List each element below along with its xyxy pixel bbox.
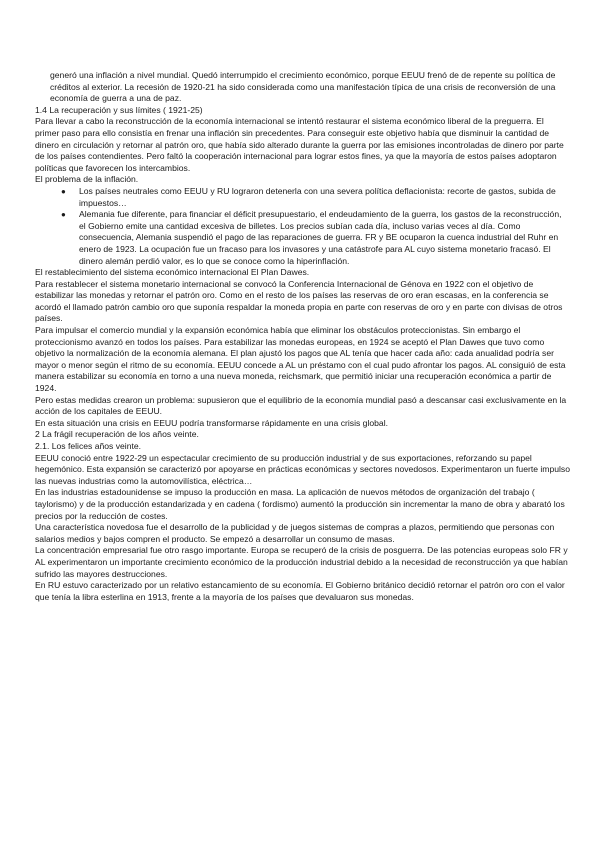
body-paragraph: Para restablecer el sistema monetario internacional se convocó la Conferencia Internacional de Génova en 1922 con el objetivo de estabilizar las monedas y retornar el patrón oro. Como en el resto de los países las reservas de oro eran escasas, en la conferencia se acordó el llamado patrón cambio oro que suponía respaldar la moneda propia en parte con reservas de oro y en parte con divisas de otros países. xyxy=(35,278,563,324)
body-paragraph: Pero estas medidas crearon un problema: supusieron que el equilibrio de la economía mundial pasó a descansar casi exclusivamente en la acción de los capitales de EEUU. xyxy=(35,394,567,417)
body-paragraph: Para impulsar el comercio mundial y la expansión económica había que eliminar los obstáculos proteccionistas. Sin embargo el proteccionismo avanzó en todos los países. Para estabilizar las monedas europeas, en 1924 se aceptó el Plan Dawes que tuvo como objetivo la normalización de la economía alemana. El plan ajustó los pagos que AL tenía que hacer cada año: cada anualidad podría ser mayor o menor según el ritmo de su economía. EEUU concede a AL un préstamo con el cual pudo afrontar los pagos. AL consiguió de esta manera estabilizar su economía en torno a una nueva moneda, reichsmark, que permitió iniciar una recuperación económica a partir de 1924. xyxy=(35,325,566,394)
body-paragraph: Una característica novedosa fue el desarrollo de la publicidad y de juegos sistemas de compras a plazos, permitiendo que personas con salarios medios y bajos compren el producto. Se empezó a desarrollar un consumo de masas. xyxy=(35,522,555,544)
intro-paragraph: 1.4 La recuperación y sus límites ( 1921-25) xyxy=(35,104,203,115)
body-paragraph: En las industrias estadounidense se impuso la producción en masa. La aplicación de nuevos métodos de organización del trabajo ( taylorismo) y de la producción estandarizada y en cadena ( fordismo) aumentó la producción sin incrementar la mano de obra y abarató los precios por la reducción de costes. xyxy=(35,487,565,521)
body-paragraph: 2 La frágil recuperación de los años veinte. xyxy=(35,429,199,440)
section-intro xyxy=(35,70,570,186)
body-paragraph: El restablecimiento del sistema económico internacional El Plan Dawes. xyxy=(35,267,310,278)
body-paragraph: En RU estuvo caracterizado por un relativo estancamiento de su economía. El Gobierno británico decidió retornar el patrón oro con el valor que tenía la libra esterlina en 1913, frente a la mayoría de los países que devaluaron sus monedas. xyxy=(35,580,565,602)
bullet-item xyxy=(35,209,570,267)
bullet-dot-icon: ● xyxy=(61,210,66,220)
document-body xyxy=(35,70,570,603)
bullet-text: Los países neutrales como EEUU y RU lograron detenerla con una severa política deflacionista: recorte de gastos, subida de impuestos… xyxy=(79,185,556,208)
section-main xyxy=(35,267,570,603)
intro-paragraph: generó una inflación a nivel mundial. Quedó interrumpido el crecimiento económico, porque EEUU frenó de de repente su política de créditos al exterior. La recesión de 1920-21 ha sido considerada como una manifestación típica de una crisis de reconversión de una economía de guerra a una de paz. xyxy=(50,70,556,104)
intro-paragraph: El problema de la inflación. xyxy=(35,174,139,185)
bullet-dot-icon: ● xyxy=(61,186,66,196)
bullet-text: Alemania fue diferente, para financiar el déficit presupuestario, el endeudamiento de la guerra, los gastos de la reconstrucción, el Gobierno emite una cantidad excesiva de billetes. Los precios subían cada día, incluso varias veces al día. Como consecuencia, Alemania suspendió el pago de las reparaciones de guerra. FR y BE ocuparon la cuenca industrial del Ruhr en enero de 1923. La ocupación fue un fracaso para los invasores y una catástrofe para AL cuyo sistema monetario fracasó. El dinero alemán perdió valor, es lo que se conoce como la hiperinflación. xyxy=(79,209,562,266)
body-paragraph: En esta situación una crisis en EEUU podría transformarse rápidamente en una crisis global. xyxy=(35,417,388,428)
intro-paragraph: Para llevar a cabo la reconstrucción de la economía internacional se intentó restaurar el sistema económico liberal de la preguerra. El primer paso para ello consistía en frenar una inflación sin precedentes. Para conseguir este objetivo había que disminuir la cantidad de dinero en circulación y retornar al patrón oro, que había sido alterado durante la guerra por las emisiones incontroladas de dinero por parte de los países contendientes. Pero faltó la cooperación internacional para lograr estos fines, ya que la mayoría de estos países adoptaron políticas que favorecen los intercambios. xyxy=(35,116,564,173)
body-paragraph: La concentración empresarial fue otro rasgo importante. Europa se recuperó de la crisis de posguerra. De las potencias europeas solo FR y AL experimentaron un importante crecimiento económico de la producción industrial debido a la necesidad de reconstrucción ya que habían sufrido las mayores destrucciones. xyxy=(35,545,568,579)
bullet-item xyxy=(35,186,570,209)
body-paragraph: EEUU conoció entre 1922-29 un espectacular crecimiento de su producción industrial y de sus exportaciones, reforzando su papel hegemónico. Esta expansión se caracterizó por apoyarse en prácticas económicas y sectores novedosos. Experimentaron un fuerte impulso las nuevas industrias como la automovilística, eléctrica… xyxy=(35,452,571,486)
inflation-bullet-list xyxy=(35,186,570,267)
body-paragraph: 2.1. Los felices años veinte. xyxy=(35,441,142,451)
